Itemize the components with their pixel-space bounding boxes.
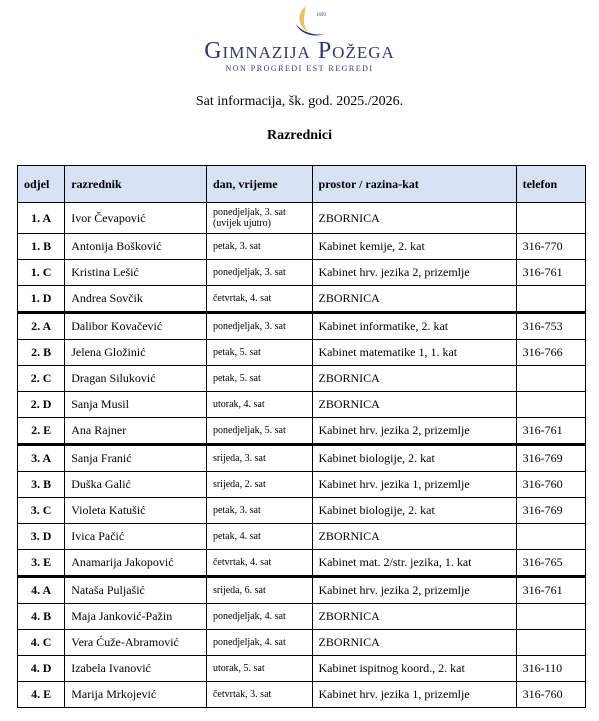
table-row <box>18 203 586 234</box>
cell-razrednik: Nataša Puljašić <box>65 577 207 604</box>
cell-prostor: Kabinet ispitnog koord., 2. kat <box>312 656 516 682</box>
table-row <box>18 524 586 550</box>
cell-vrijeme: ponedjeljak, 4. sat <box>206 630 312 656</box>
table-row <box>18 286 586 313</box>
cell-odjel: 4. B <box>18 604 65 630</box>
cell-telefon <box>516 630 585 656</box>
cell-vrijeme: ponedjeljak, 3. sat (uvijek ujutro) <box>206 203 312 234</box>
cell-vrijeme: ponedjeljak, 4. sat <box>206 604 312 630</box>
cell-prostor: Kabinet informatike, 2. kat <box>312 313 516 340</box>
cell-telefon: 316-761 <box>516 260 585 286</box>
cell-prostor: Kabinet hrv. jezika 1, prizemlje <box>312 472 516 498</box>
cell-telefon <box>516 392 585 418</box>
page-title: Sat informacija, šk. god. 2025./2026. <box>195 94 404 109</box>
cell-razrednik: Izabela Ivanović <box>65 656 207 682</box>
cell-odjel: 3. B <box>18 472 65 498</box>
cell-prostor: ZBORNICA <box>312 392 516 418</box>
cell-telefon: 316-766 <box>516 340 585 366</box>
cell-vrijeme: utorak, 5. sat <box>206 656 312 682</box>
table-header-row <box>18 166 586 203</box>
column-header-prostor: prostor / razina-kat <box>312 166 516 203</box>
cell-prostor: Kabinet kemije, 2. kat <box>312 234 516 260</box>
cell-telefon <box>516 524 585 550</box>
table-row <box>18 472 586 498</box>
table-row <box>18 313 586 340</box>
cell-odjel: 3. A <box>18 445 65 472</box>
cell-razrednik: Antonija Bošković <box>65 234 207 260</box>
cell-vrijeme: petak, 3. sat <box>206 234 312 260</box>
cell-odjel: 3. C <box>18 498 65 524</box>
table-row <box>18 340 586 366</box>
cell-odjel: 2. E <box>18 418 65 445</box>
column-header-telefon: telefon <box>516 166 585 203</box>
schedule-table <box>17 165 586 708</box>
cell-telefon: 316-769 <box>516 445 585 472</box>
flame-logo-icon <box>292 4 326 40</box>
table-row <box>18 604 586 630</box>
cell-vrijeme: ponedjeljak, 3. sat <box>206 260 312 286</box>
cell-prostor: ZBORNICA <box>312 630 516 656</box>
cell-razrednik: Jelena Gložinić <box>65 340 207 366</box>
table-row <box>18 630 586 656</box>
cell-razrednik: Ivica Pačić <box>65 524 207 550</box>
cell-odjel: 4. A <box>18 577 65 604</box>
cell-razrednik: Kristina Lešić <box>65 260 207 286</box>
school-name: Gimnazija Požega <box>204 38 395 64</box>
logo-year: 1699 <box>316 13 326 18</box>
column-header-razrednik: razrednik <box>65 166 207 203</box>
cell-razrednik: Andrea Sovčik <box>65 286 207 313</box>
cell-prostor: Kabinet matematike 1, 1. kat <box>312 340 516 366</box>
cell-razrednik: Marija Mrkojević <box>65 682 207 708</box>
cell-vrijeme: ponedjeljak, 5. sat <box>206 418 312 445</box>
cell-odjel: 2. B <box>18 340 65 366</box>
cell-vrijeme: četvrtak, 3. sat <box>206 682 312 708</box>
cell-odjel: 4. D <box>18 656 65 682</box>
cell-prostor: ZBORNICA <box>312 286 516 313</box>
table-row <box>18 366 586 392</box>
table-row <box>18 445 586 472</box>
cell-telefon <box>516 203 585 234</box>
cell-vrijeme: ponedjeljak, 3. sat <box>206 313 312 340</box>
cell-odjel: 2. A <box>18 313 65 340</box>
cell-telefon: 316-753 <box>516 313 585 340</box>
cell-prostor: Kabinet hrv. jezika 1, prizemlje <box>312 682 516 708</box>
cell-prostor: ZBORNICA <box>312 203 516 234</box>
cell-razrednik: Sanja Musil <box>65 392 207 418</box>
cell-telefon: 316-770 <box>516 234 585 260</box>
cell-razrednik: Sanja Franić <box>65 445 207 472</box>
column-header-odjel: odjel <box>18 166 65 203</box>
cell-odjel: 4. C <box>18 630 65 656</box>
table-row <box>18 550 586 577</box>
cell-vrijeme: petak, 5. sat <box>206 366 312 392</box>
cell-telefon: 316-769 <box>516 498 585 524</box>
cell-prostor: Kabinet biologije, 2. kat <box>312 445 516 472</box>
cell-prostor: ZBORNICA <box>312 366 516 392</box>
cell-prostor: Kabinet hrv. jezika 2, prizemlje <box>312 418 516 445</box>
cell-telefon: 316-760 <box>516 472 585 498</box>
cell-telefon: 316-761 <box>516 418 585 445</box>
cell-vrijeme: petak, 4. sat <box>206 524 312 550</box>
table-row <box>18 498 586 524</box>
cell-telefon <box>516 366 585 392</box>
school-logo <box>0 0 599 80</box>
cell-odjel: 1. B <box>18 234 65 260</box>
cell-telefon <box>516 604 585 630</box>
cell-prostor: ZBORNICA <box>312 524 516 550</box>
table-row <box>18 260 586 286</box>
cell-prostor: ZBORNICA <box>312 604 516 630</box>
header <box>0 0 599 80</box>
cell-telefon: 316-760 <box>516 682 585 708</box>
cell-razrednik: Vera Ćuže-Abramović <box>65 630 207 656</box>
cell-vrijeme: srijeda, 2. sat <box>206 472 312 498</box>
cell-prostor: Kabinet hrv. jezika 2, prizemlje <box>312 260 516 286</box>
table-row <box>18 656 586 682</box>
cell-telefon: 316-761 <box>516 577 585 604</box>
cell-razrednik: Violeta Katušić <box>65 498 207 524</box>
cell-razrednik: Ana Rajner <box>65 418 207 445</box>
cell-vrijeme: petak, 3. sat <box>206 498 312 524</box>
cell-vrijeme: utorak, 4. sat <box>206 392 312 418</box>
cell-odjel: 1. C <box>18 260 65 286</box>
cell-odjel: 1. A <box>18 203 65 234</box>
cell-razrednik: Maja Janković-Pažin <box>65 604 207 630</box>
cell-vrijeme: srijeda, 3. sat <box>206 445 312 472</box>
table-row <box>18 682 586 708</box>
cell-odjel: 1. D <box>18 286 65 313</box>
cell-vrijeme: četvrtak, 4. sat <box>206 286 312 313</box>
cell-telefon <box>516 286 585 313</box>
cell-vrijeme: srijeda, 6. sat <box>206 577 312 604</box>
cell-razrednik: Duška Galić <box>65 472 207 498</box>
cell-prostor: Kabinet mat. 2/str. jezika, 1. kat <box>312 550 516 577</box>
cell-odjel: 2. D <box>18 392 65 418</box>
cell-odjel: 3. D <box>18 524 65 550</box>
table-row <box>18 418 586 445</box>
table-row <box>18 392 586 418</box>
table-body <box>18 203 586 708</box>
cell-telefon: 316-765 <box>516 550 585 577</box>
table-row <box>18 234 586 260</box>
cell-razrednik: Dalibor Kovačević <box>65 313 207 340</box>
school-motto: NON PROGREDI EST REGREDI <box>225 64 374 73</box>
cell-odjel: 3. E <box>18 550 65 577</box>
cell-prostor: Kabinet biologije, 2. kat <box>312 498 516 524</box>
cell-odjel: 2. C <box>18 366 65 392</box>
cell-telefon: 316-110 <box>516 656 585 682</box>
column-header-vrijeme: dan, vrijeme <box>206 166 312 203</box>
cell-razrednik: Anamarija Jakopović <box>65 550 207 577</box>
page-subtitle: Razrednici <box>266 128 333 143</box>
cell-prostor: Kabinet hrv. jezika 2, prizemlje <box>312 577 516 604</box>
cell-vrijeme: četvrtak, 4. sat <box>206 550 312 577</box>
cell-vrijeme: petak, 5. sat <box>206 340 312 366</box>
cell-razrednik: Ivor Čevapović <box>65 203 207 234</box>
table-row <box>18 577 586 604</box>
cell-odjel: 4. E <box>18 682 65 708</box>
cell-razrednik: Dragan Siluković <box>65 366 207 392</box>
